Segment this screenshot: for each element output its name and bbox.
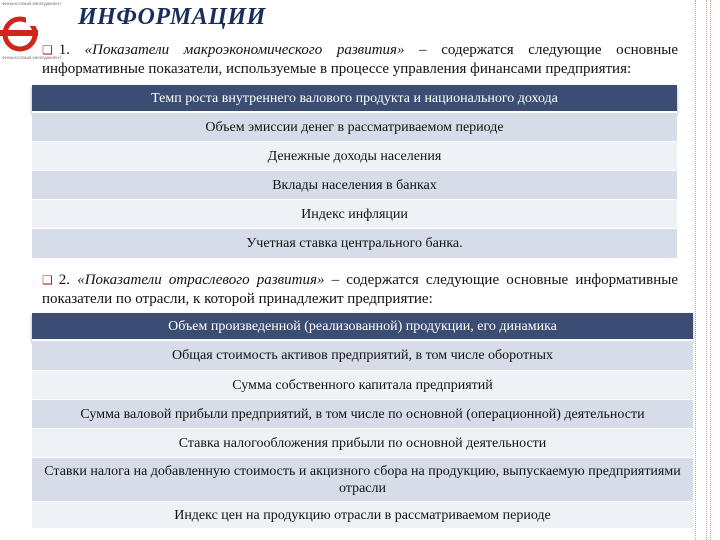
table2-row: Сумма собственного капитала предприятий bbox=[32, 370, 693, 399]
table2-header: Объем произведенной (реализованной) продукции, его динамика bbox=[32, 313, 693, 341]
decorative-frame-right bbox=[695, 0, 711, 540]
section1-text: – содержатся следующие основные информативные показатели, используемые в процессе управления финансами предприятия: bbox=[42, 42, 678, 77]
table2-row: Сумма валовой прибыли предприятий, в том числе по основной (операционной) деятельности bbox=[32, 399, 693, 428]
table2-row: Индекс цен на продукцию отрасли в рассматриваемом периоде bbox=[32, 501, 693, 528]
table1-row: Учетная ставка центрального банка. bbox=[32, 228, 677, 258]
decorative-frame-line bbox=[706, 0, 707, 540]
table2-row: Общая стоимость активов предприятий, в том числе оборотных bbox=[32, 341, 693, 370]
section1-number: 1. bbox=[58, 42, 71, 58]
table2-row: Ставки налога на добавленную стоимость и акцизного сбора на продукцию, выпускаемую предприятиями отрасли bbox=[32, 457, 693, 501]
table1-row: Объем эмиссии денег в рассматриваемом периоде bbox=[32, 113, 677, 141]
table1-header: Темп роста внутреннего валового продукта и национального дохода bbox=[32, 85, 677, 113]
table-industry-indicators bbox=[32, 313, 693, 528]
section2-text: – содержатся следующие основные информативные показатели по отрасли, к которой принадлежит предприятие: bbox=[42, 272, 679, 307]
logo-bottom-text: ФИНАНСОВЫЙ МЕНЕДЖМЕНТ bbox=[2, 55, 62, 60]
table1-row: Вклады населения в банках bbox=[32, 170, 677, 199]
logo bbox=[0, 0, 62, 60]
table-macro-indicators bbox=[32, 85, 677, 258]
table1-row: Индекс инфляции bbox=[32, 199, 677, 228]
section2-number: 2. bbox=[58, 272, 71, 288]
section2-paragraph bbox=[42, 271, 678, 309]
table2-row: Ставка налогообложения прибыли по основной деятельности bbox=[32, 428, 693, 457]
logo-emblem-icon bbox=[0, 14, 46, 54]
table1-row: Денежные доходы населения bbox=[32, 141, 677, 170]
section2-title: «Показатели отраслевого развития» bbox=[77, 272, 325, 288]
section1-title: «Показатели макроэкономического развития» bbox=[84, 42, 405, 58]
page-title: ИНФОРМАЦИИ bbox=[78, 4, 266, 30]
section1-paragraph bbox=[42, 41, 678, 79]
bullet-icon: ❑ bbox=[42, 273, 53, 287]
bullet-icon: ❑ bbox=[42, 43, 53, 57]
logo-top-text: ФИНАНСОВЫЙ МЕНЕДЖМЕНТ bbox=[2, 1, 62, 6]
